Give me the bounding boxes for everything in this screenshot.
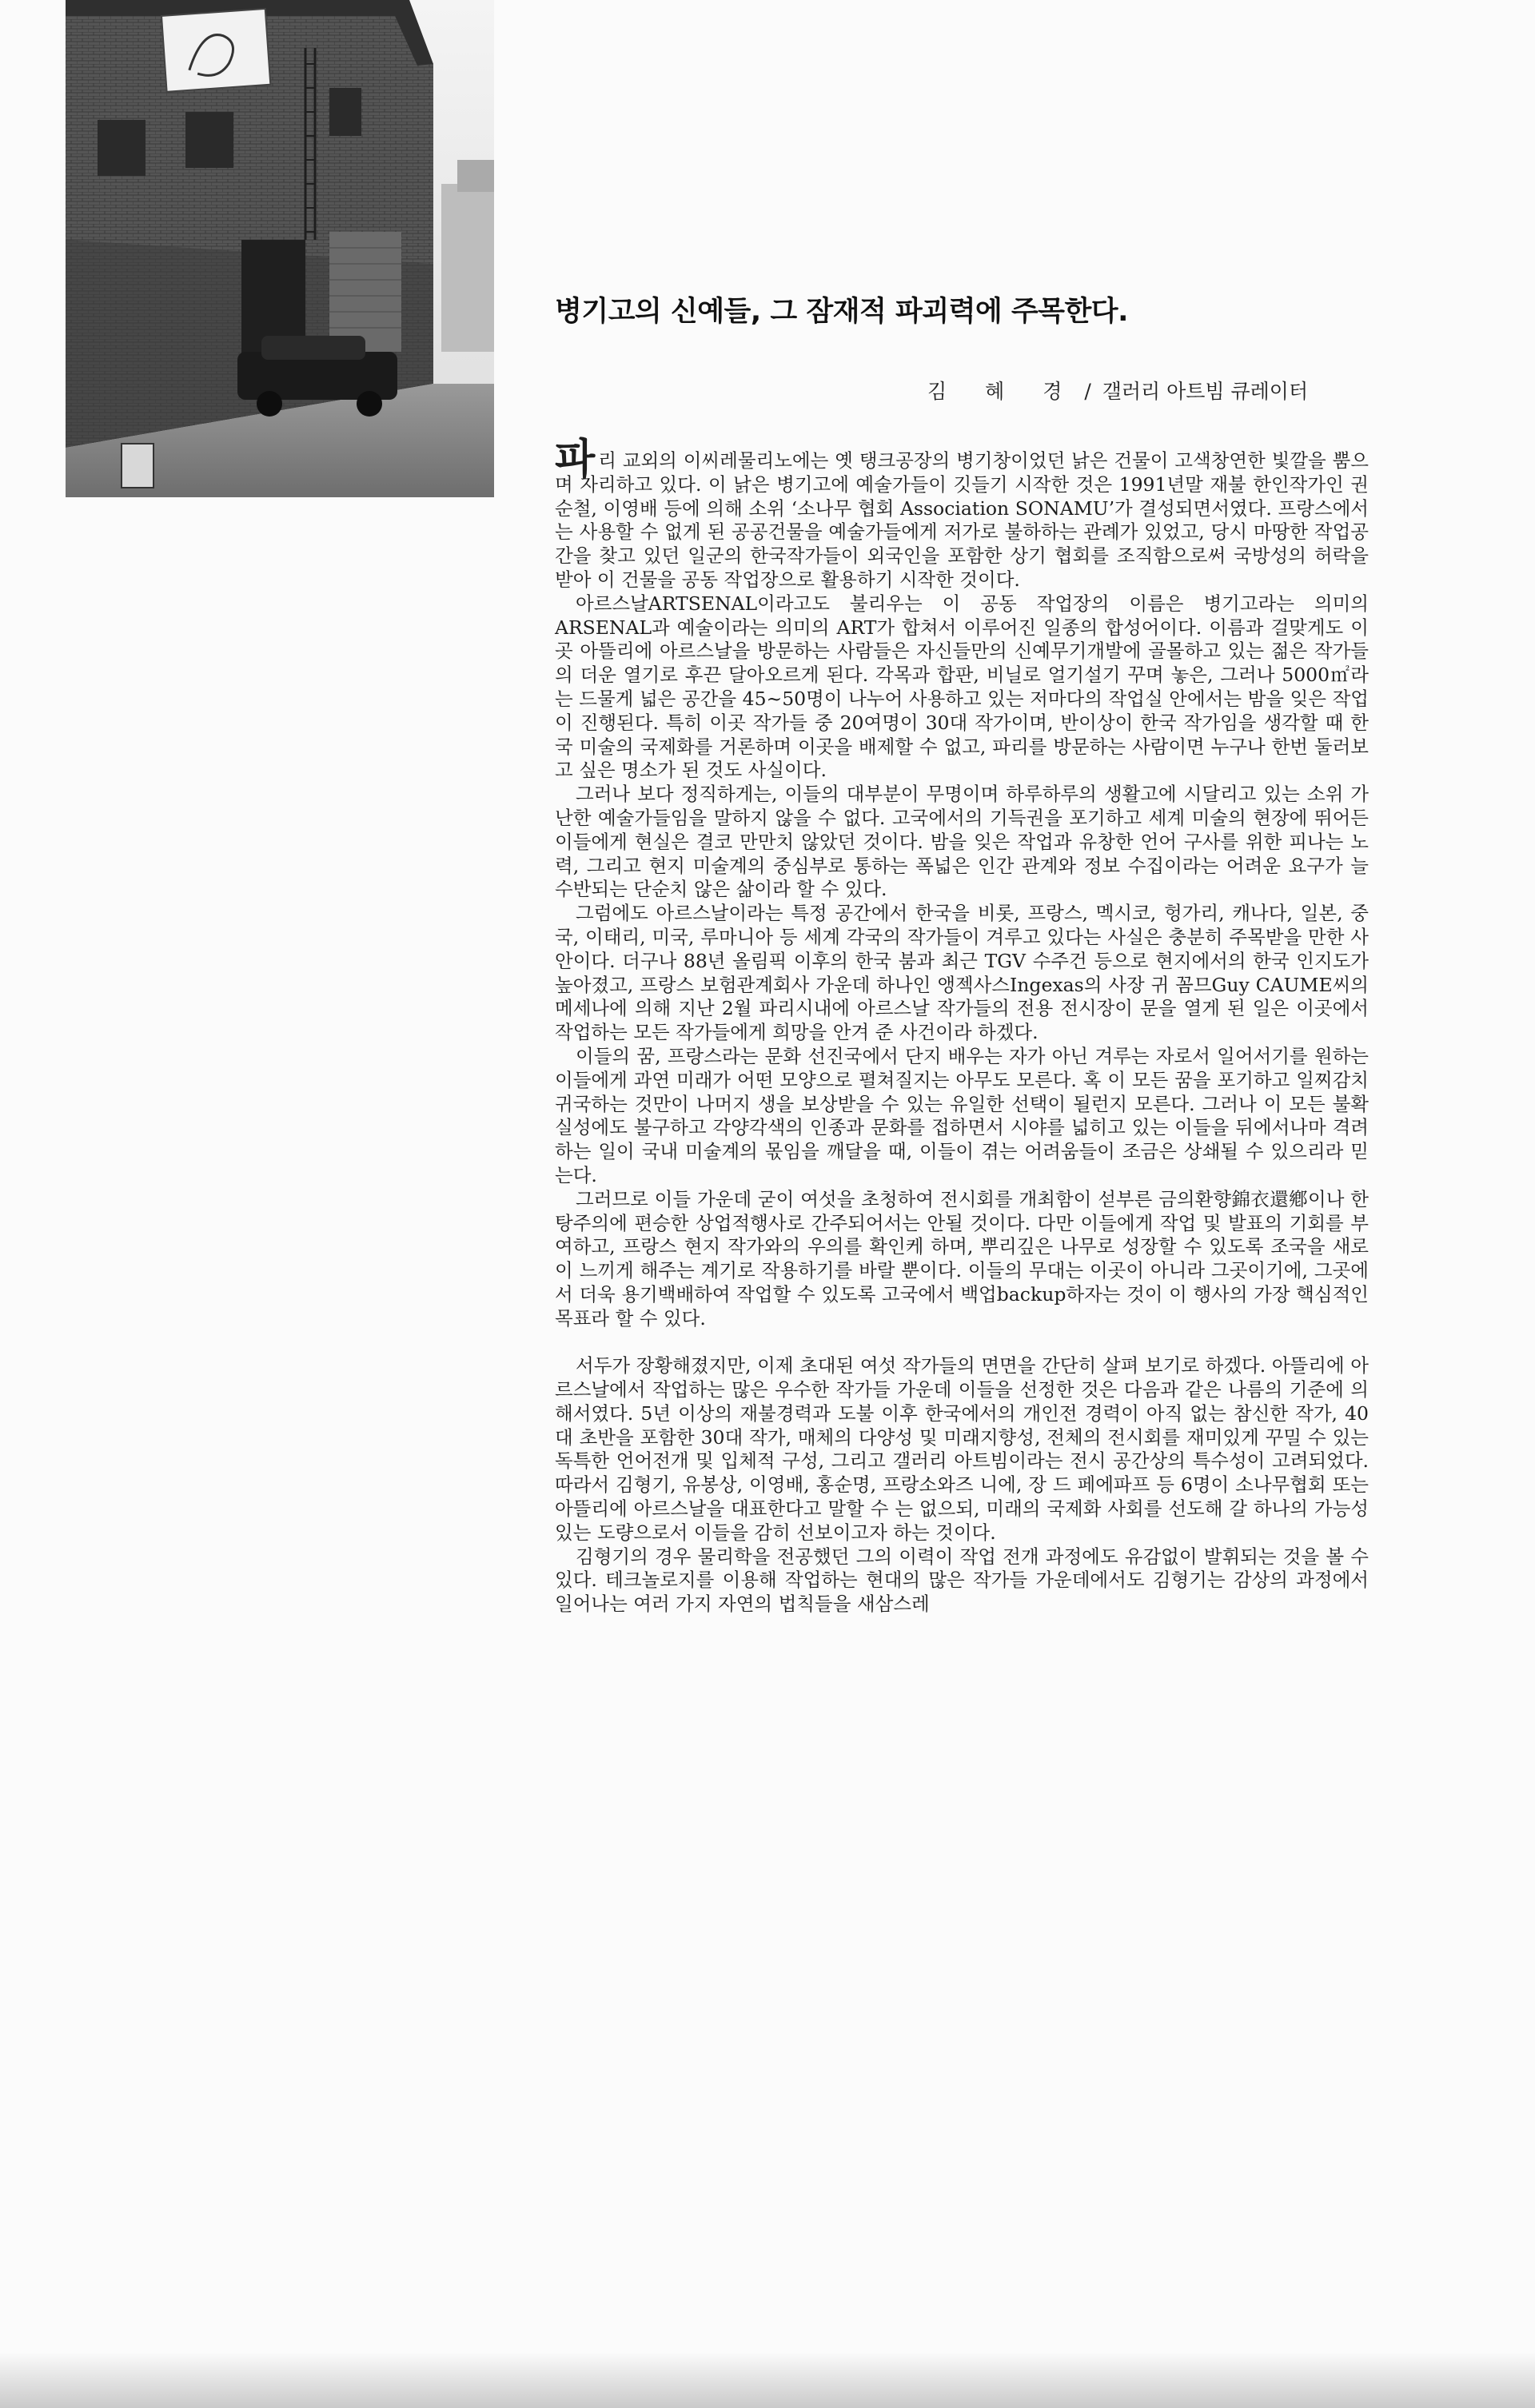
paragraph: 이들의 꿈, 프랑스라는 문화 선진국에서 단지 배우는 자가 아닌 겨루는 자로서 일어서기를 원하는 이들에게 과연 미래가 어떤 모양으로 펼쳐질지는 아무도 모른다. 혹 이 모든 꿈을 포기하고 일찌감치 귀국하는 것만이 나머지 생을 보상받을 수 있는 유일한 선택이 될런지 모른다. 그러나 이 모든 불확실성에도 불구하고 각양각색의 인종과 문화를 접하면서 시야를 넓히고 있는 이들을 뒤에서나마 격려하는 일이 국내 미술계의 몫임을 깨달을 때, 이들이 겪는 어려움들이 조금은 상쇄될 수 있으리라 믿는다. bbox=[555, 1044, 1369, 1186]
author-name: 김 혜 경 bbox=[927, 380, 1078, 403]
byline-separator: / bbox=[1084, 380, 1091, 403]
author-role: 갤러리 아트빔 큐레이터 bbox=[1102, 380, 1309, 403]
page-edge-shadow bbox=[0, 2352, 1535, 2408]
article-body bbox=[555, 435, 1369, 1617]
paragraph: 그러므로 이들 가운데 굳이 여섯을 초청하여 전시회를 개최함이 섣부른 금의환향錦衣還鄕이나 한탕주의에 편승한 상업적행사로 간주되어서는 안될 것이다. 다만 이들에게 작업 및 발표의 기회를 부여하고, 프랑스 현지 작가와의 우의를 확인케 하며, 뿌리깊은 나무로 성장할 수 있도록 조국을 새로이 느끼게 해주는 계기로 작용하기를 바랄 뿐이다. 이들의 무대는 이곳이 아니라 그곳이기에, 그곳에서 더욱 용기백배하여 작업할 수 있도록 고국에서 백업backup하자는 것이 이 행사의 가장 핵심적인 목표라 할 수 있다. bbox=[555, 1187, 1369, 1330]
paragraph: 그러나 보다 정직하게는, 이들의 대부분이 무명이며 하루하루의 생활고에 시달리고 있는 소위 가난한 예술가들임을 말하지 않을 수 없다. 고국에서의 기득권을 포기하고 세계 미술의 현장에 뛰어든 이들에게 현실은 결코 만만치 않았던 것이다. 밤을 잊은 작업과 유창한 언어 구사를 위한 피나는 노력, 그리고 현지 미술계의 중심부로 통하는 폭넓은 인간 관계와 정보 수집이라는 어려운 요구가 늘 수반되는 단순치 않은 삶이라 할 수 있다. bbox=[555, 783, 1369, 901]
paragraph: 그럼에도 아르스날이라는 특정 공간에서 한국을 비롯, 프랑스, 멕시코, 헝가리, 캐나다, 일본, 중국, 이태리, 미국, 루마니아 등 세계 각국의 작가들이 겨루고 있다는 사실은 충분히 주목받을 만한 사안이다. 더구나 88년 올림픽 이후의 한국 붐과 최근 TGV 수주건 등으로 현지에서의 한국 인지도가 높아졌고, 프랑스 보험관계회사 가운데 하나인 앵젝사스Ingexas의 사장 귀 꼼므Guy CAUME씨의 메세나에 의해 지난 2월 파리시내에 아르스날 작가들의 전용 전시장이 문을 열게 된 일은 이곳에서 작업하는 모든 작가들에게 희망을 안겨 준 사건이라 하겠다. bbox=[555, 902, 1369, 1044]
paragraph: 김형기의 경우 물리학을 전공했던 그의 이력이 작업 전개 과정에도 유감없이 발휘되는 것을 볼 수 있다. 테크놀로지를 이용해 작업하는 현대의 많은 작가들 가운데에서도 김형기는 감상의 과정에서 일어나는 여러 가지 자연의 법칙들을 새삼스레 bbox=[555, 1545, 1369, 1616]
article-title: 병기고의 신예들, 그 잠재적 파괴력에 주목한다. bbox=[555, 296, 1128, 328]
drop-cap: 파 bbox=[555, 435, 596, 484]
paragraph bbox=[555, 435, 1369, 592]
building-photo bbox=[66, 0, 494, 497]
paragraph: 서두가 장황해졌지만, 이제 초대된 여섯 작가들의 면면을 간단히 살펴 보기로 하겠다. 아뜰리에 아르스날에서 작업하는 많은 우수한 작가들 가운데 이들을 선정한 것은 다음과 같은 나름의 기준에 의해서였다. 5년 이상의 재불경력과 도불 이후 한국에서의 개인전 경력이 아직 없는 참신한 작가, 40대 초반을 포함한 30대 작가, 매체의 다양성 및 미래지향성, 전체의 전시회를 재미있게 꾸밀 수 있는 독특한 언어전개 및 입체적 구성, 그리고 갤러리 아트빔이라는 전시 공간상의 특수성이 고려되었다. 따라서 김형기, 유봉상, 이영배, 홍순명, 프랑소와즈 니에, 장 드 페에파프 등 6명이 소나무협회 또는 아뜰리에 아르스날을 대표한다고 말할 수 는 없으되, 미래의 국제화 사회를 선도해 갈 하나의 가능성 있는 도량으로서 이들을 감히 선보이고자 하는 것이다. bbox=[555, 1354, 1369, 1544]
paragraph: 아르스날ARTSENAL이라고도 불리우는 이 공동 작업장의 이름은 병기고라는 의미의 ARSENAL과 예술이라는 의미의 ART가 합쳐서 이루어진 일종의 합성어이다. 이름과 걸맞게도 이곳 아뜰리에 아르스날을 방문하는 사람들은 자신들만의 신예무기개발에 골몰하고 있는 젊은 작가들의 더운 열기로 후끈 달아오르게 된다. 각목과 합판, 비닐로 얼기설기 꾸며 놓은, 그러나 5000㎡라는 드물게 넓은 공간을 45~50명이 나누어 사용하고 있는 저마다의 작업실 안에서는 밤을 잊은 작업이 진행된다. 특히 이곳 작가들 중 20여명이 30대 작가이며, 반이상이 한국 작가임을 생각할 때 한국 미술의 국제화를 거론하며 이곳을 배제할 수 없고, 파리를 방문하는 사람이면 누구나 한번 둘러보고 싶은 명소가 된 것도 사실이다. bbox=[555, 592, 1369, 782]
byline bbox=[927, 376, 1375, 405]
paragraph-text: 리 교외의 이씨레물리노에는 옛 탱크공장의 병기창이었던 낡은 건물이 고색창연한 빛깔을 뿜으며 자리하고 있다. 이 낡은 병기고에 예술가들이 깃들기 시작한 것은 1991년말 재불 한인작가인 권순철, 이영배 등에 의해 소위 ‘소나무 협회 Association SONAMU’가 결성되면서였다. 프랑스에서는 사용할 수 없게 된 공공건물을 예술가들에게 저가로 불하하는 관례가 있었고, 당시 마땅한 작업공간을 찾고 있던 일군의 한국작가들이 외국인을 포함한 상기 협회를 조직함으로써 국방성의 허락을 받아 이 건물을 공동 작업장으로 활용하기 시작한 것이다. bbox=[555, 449, 1369, 591]
arsenal-building-image bbox=[66, 0, 494, 497]
